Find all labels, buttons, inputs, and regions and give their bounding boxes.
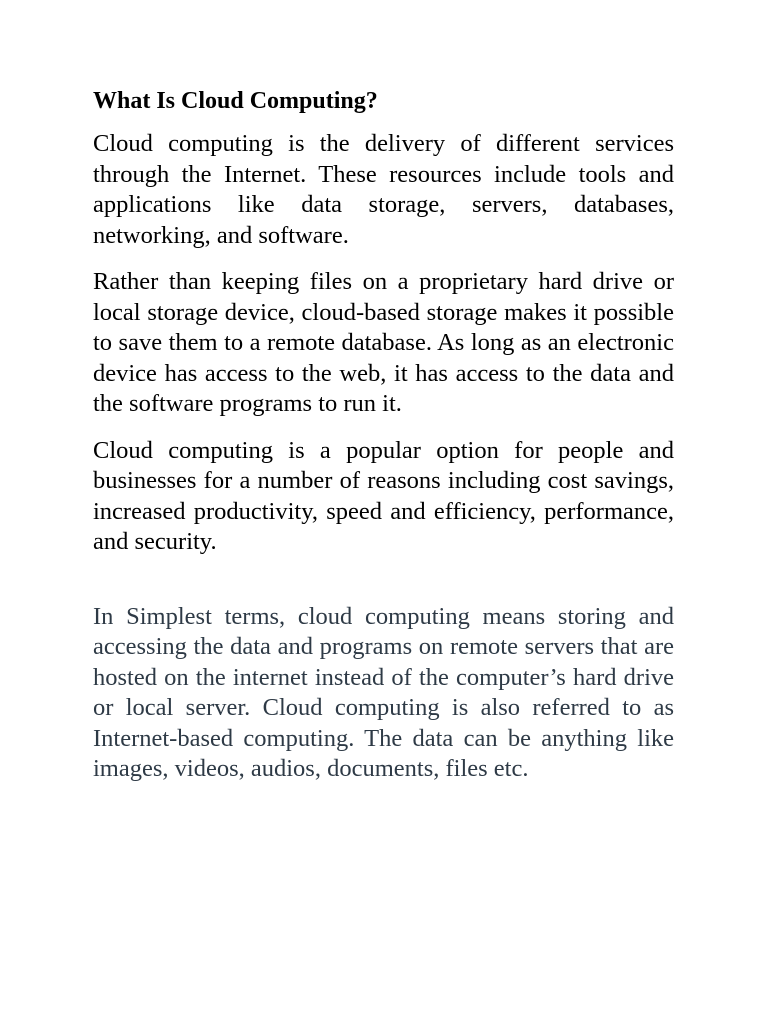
paragraph-definition: Cloud computing is the delivery of different services through the Internet. These resources include tools and applications like data storage, servers, databases, networking, and software.: [93, 130, 674, 249]
paragraph-simplest-terms: In Simplest terms, cloud computing means storing and accessing the data and programs on remote servers that are hosted on the internet instead of the computer’s hard drive or local server. Cloud computing is also referred to as Internet-based computing. The data can be anything like images, videos, audios, documents, files etc.: [93, 602, 674, 782]
paragraph-storage: Rather than keeping files on a proprietary hard drive or local storage device, cloud-based storage makes it possible to save them to a remote database. As long as an electronic device has access to the web, it has access to the data and the software programs to run it.: [93, 268, 674, 417]
paragraph-benefits: Cloud computing is a popular option for people and businesses for a number of reasons including cost savings, increased productivity, speed and efficiency, performance, and security.: [93, 436, 674, 555]
document-page: [93, 86, 674, 801]
document-title: What Is Cloud Computing?: [93, 88, 378, 114]
